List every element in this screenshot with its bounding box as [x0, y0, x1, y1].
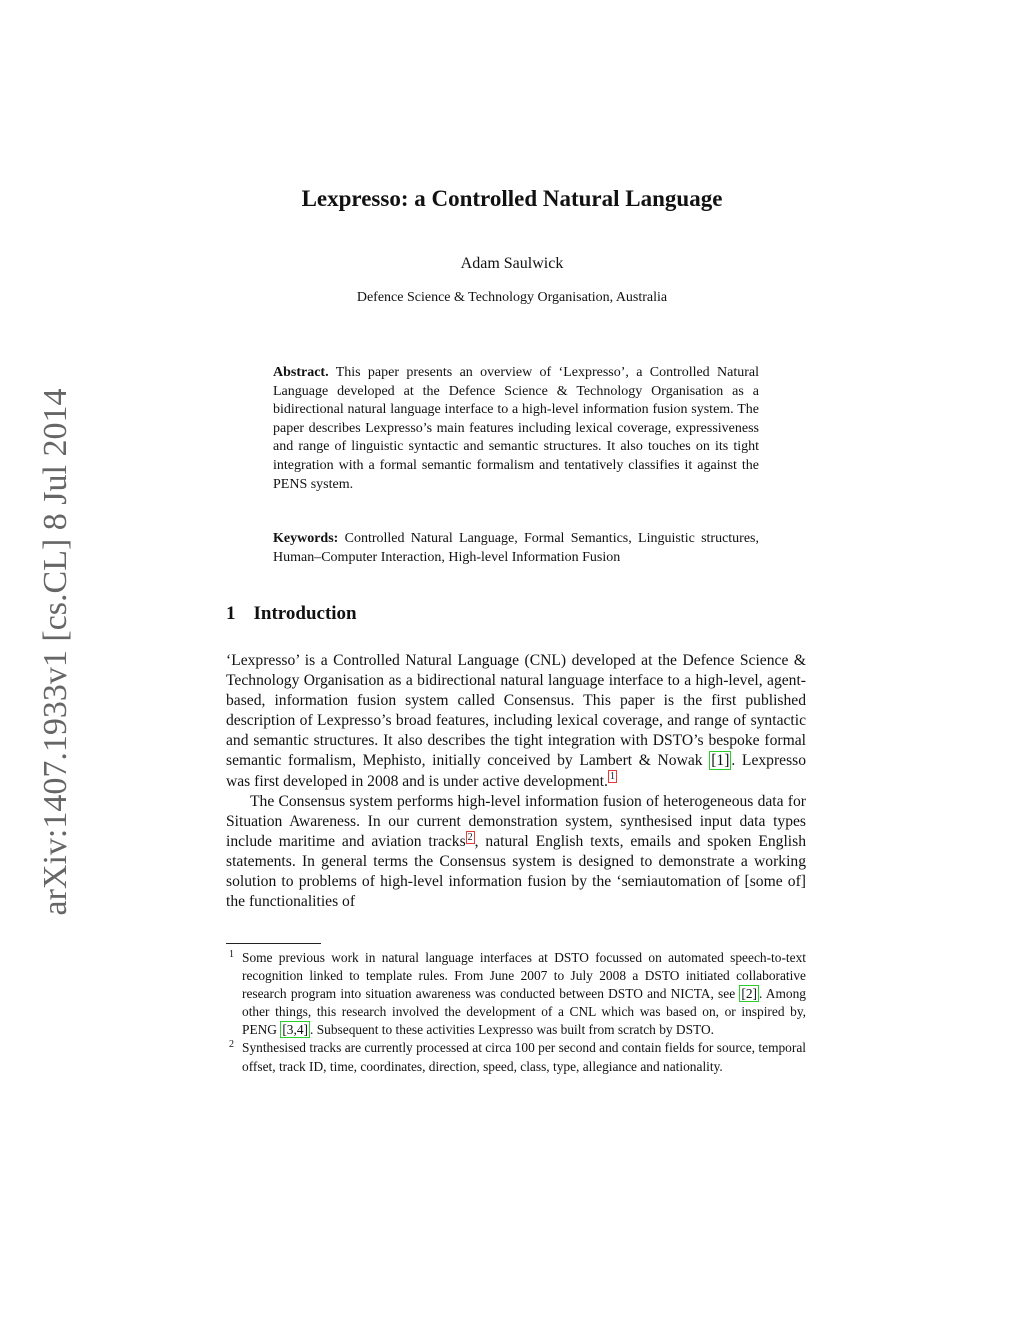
- section-title: Introduction: [253, 603, 357, 624]
- paragraph-text: ‘Lexpresso’ is a Controlled Natural Language (CNL) developed at the Defence Science & Technology Organisation as a bidirectional natural language interface to a high-level, agent-based, information fusion system called Consensus. This paper is the first published description of Lexpresso’s broad features, including lexical coverage, and range of syntactic and semantic structures. It also describes the tight integration with DSTO’s bespoke formal semantic formalism, Mephisto, initially conceived by Lambert & Nowak: [226, 652, 806, 770]
- paragraph: [226, 792, 806, 913]
- citation-link[interactable]: [3,4]: [282, 1022, 308, 1038]
- author-affiliation: Defence Science & Technology Organisation, Australia: [356, 290, 668, 305]
- paragraph-text: The Consensus system performs high-level information fusion of heterogeneous data for Situation Awareness. In our current demonstration system, synthesised input data types include maritime and aviation tracks: [226, 792, 806, 850]
- footnote-link[interactable]: 2: [467, 831, 473, 843]
- citation-link[interactable]: [1]: [711, 752, 730, 770]
- footnote-divider: [226, 943, 321, 944]
- abstract-text: This paper presents an overview of ‘Lexpresso’, a Controlled Natural Language developed at the Defence Science & Technology Organisation as a bidirectional natural language interface to a high-level information fusion system. The paper describes Lexpresso’s main features including lexical coverage, expressiveness and range of linguistic syntactic and semantic structures. It also touches on its tight integration with a formal semantic formalism and tentatively classifies it against the PENS system.: [273, 365, 760, 492]
- paragraph-text: , natural English texts, emails and spoken English statements. In general terms the Consensus system is designed to demonstrate a working solution to problems of high-level information fusion by the ‘semiautomation of [some of] the functionalities of: [226, 832, 806, 911]
- section-number: 1: [226, 603, 236, 624]
- paragraph: [226, 651, 806, 792]
- keywords-label: Keywords:: [273, 531, 339, 546]
- section-heading: [226, 603, 357, 625]
- paragraph-text: . Lexpresso was first developed in 2008 and is under active development.: [226, 752, 807, 790]
- abstract-label: Abstract.: [273, 365, 329, 380]
- body-text: [226, 651, 806, 912]
- footnote-link[interactable]: 1: [609, 771, 615, 783]
- footnote-text: . Among other things, this research involved the development of a CNL which was based on, or inspired by, PENG: [242, 986, 806, 1038]
- footnote: [226, 1039, 806, 1075]
- footnote-text: Some previous work in natural language interfaces at DSTO focussed on automated speech-to-text recognition linked to template rules. From June 2007 to July 2008 a DSTO initiated collaborative research program into situation awareness was conducted between DSTO and NICTA, see: [242, 950, 806, 1002]
- footnote-text: . Subsequent to these activities Lexpresso was built from scratch by DSTO.: [310, 1022, 715, 1038]
- author-name: Adam Saulwick: [460, 255, 564, 272]
- paper-title: Lexpresso: a Controlled Natural Language: [301, 186, 723, 211]
- footnote-text: Synthesised tracks are currently processed at circa 100 per second and contain fields for source, temporal offset, track ID, time, coordinates, direction, speed, class, type, allegiance and nationality.: [242, 1040, 806, 1074]
- abstract: [273, 364, 759, 494]
- keywords: [273, 530, 759, 567]
- footnote-mark: 1: [229, 949, 234, 960]
- footnote-mark: 2: [229, 1039, 234, 1051]
- citation-link[interactable]: [2]: [741, 986, 757, 1002]
- keywords-text: Controlled Natural Language, Formal Semantics, Linguistic structures, Human–Computer Interaction, High-level Information Fusion: [273, 531, 759, 565]
- footnote: [226, 949, 806, 1039]
- arxiv-identifier: arXiv:1407.1933v1 [cs.CL] 8 Jul 2014: [37, 388, 74, 916]
- footnotes: [226, 949, 806, 1076]
